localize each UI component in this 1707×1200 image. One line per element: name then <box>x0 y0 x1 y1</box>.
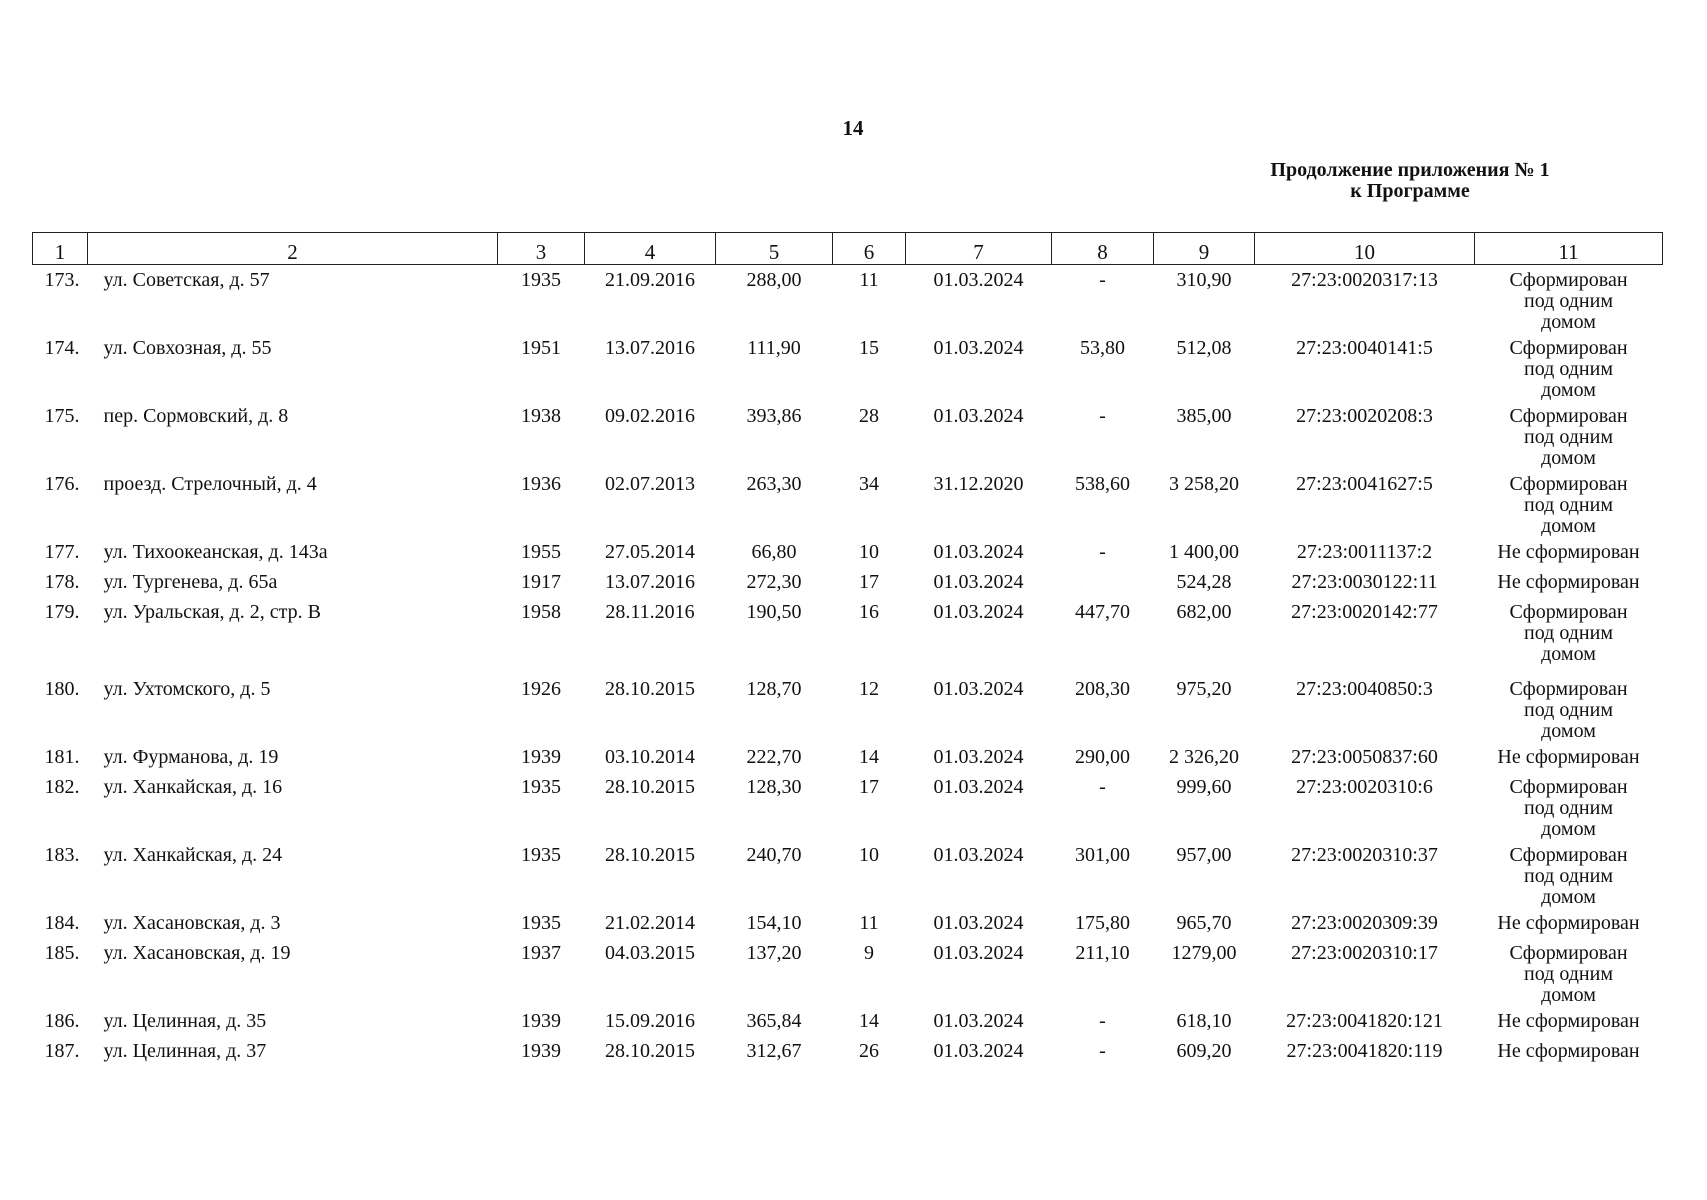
date-cell: 15.09.2016 <box>605 1010 695 1032</box>
date-col-7-cell: 01.03.2024 <box>933 1010 1024 1032</box>
land-status-cell: Сформирован под одним домом <box>1509 405 1628 469</box>
date-col-7-cell: 01.03.2024 <box>933 942 1024 964</box>
table-row <box>33 597 1663 674</box>
value-col-8-cell: 301,00 <box>1075 844 1130 866</box>
value-col-8-cell: - <box>1099 541 1106 563</box>
value-col-8-cell: 290,00 <box>1075 746 1130 768</box>
land-status-cell: Не сформирован <box>1497 1040 1640 1062</box>
value-col-6-cell: 17 <box>859 571 879 593</box>
address-cell: ул. Ухтомского, д. 5 <box>103 678 271 700</box>
cadastral-number-cell: 27:23:0030122:11 <box>1291 571 1438 593</box>
address-cell: ул. Целинная, д. 37 <box>103 1040 267 1062</box>
value-col-8-cell: 208,30 <box>1075 678 1130 700</box>
year-built-cell: 1939 <box>521 746 561 768</box>
row-number-cell: 179. <box>44 601 80 623</box>
appendix-line-2: к Программе <box>1350 180 1470 202</box>
year-built-cell: 1937 <box>521 942 561 964</box>
value-col-6-cell: 11 <box>859 912 879 934</box>
column-header-4: 4 <box>585 233 716 265</box>
year-built-cell: 1938 <box>521 405 561 427</box>
date-col-7-cell: 01.03.2024 <box>933 571 1024 593</box>
row-number-cell: 186. <box>44 1010 80 1032</box>
date-col-7-cell: 01.03.2024 <box>933 601 1024 623</box>
year-built-cell: 1958 <box>521 601 561 623</box>
value-col-6-cell: 12 <box>859 678 879 700</box>
address-cell: ул. Тихоокеанская, д. 143а <box>103 541 328 563</box>
address-cell: ул. Тургенева, д. 65а <box>103 571 278 593</box>
year-built-cell: 1926 <box>521 678 561 700</box>
column-header-7: 7 <box>906 233 1052 265</box>
value-col-5-cell: 312,67 <box>746 1040 802 1062</box>
address-cell: ул. Фурманова, д. 19 <box>103 746 279 768</box>
value-col-9-cell: 1 400,00 <box>1169 541 1239 563</box>
land-status-cell: Сформирован под одним домом <box>1509 942 1628 1006</box>
value-col-9-cell: 524,28 <box>1176 571 1232 593</box>
column-header-10: 10 <box>1255 233 1475 265</box>
value-col-9-cell: 2 326,20 <box>1169 746 1239 768</box>
value-col-8-cell: 175,80 <box>1075 912 1130 934</box>
column-header-1: 1 <box>33 233 88 265</box>
row-number-cell: 173. <box>44 269 80 291</box>
date-cell: 28.10.2015 <box>605 844 695 866</box>
land-status-cell: Не сформирован <box>1497 541 1640 563</box>
land-status-cell: Сформирован под одним домом <box>1509 269 1628 333</box>
land-status-cell: Сформирован под одним домом <box>1509 844 1628 908</box>
land-status-cell: Не сформирован <box>1497 571 1640 593</box>
value-col-5-cell: 190,50 <box>746 601 802 623</box>
date-col-7-cell: 01.03.2024 <box>933 844 1024 866</box>
value-col-8-cell: 447,70 <box>1075 601 1130 623</box>
value-col-9-cell: 682,00 <box>1176 601 1232 623</box>
land-status-cell: Сформирован под одним домом <box>1509 337 1628 401</box>
value-col-5-cell: 128,70 <box>746 678 802 700</box>
header-row <box>33 233 1663 265</box>
value-col-9-cell: 957,00 <box>1176 844 1232 866</box>
year-built-cell: 1955 <box>521 541 561 563</box>
year-built-cell: 1936 <box>521 473 561 495</box>
value-col-8-cell: - <box>1099 776 1106 798</box>
row-number-cell: 183. <box>44 844 80 866</box>
table-body <box>33 265 1663 1067</box>
date-cell: 21.09.2016 <box>605 269 695 291</box>
value-col-5-cell: 240,70 <box>746 844 802 866</box>
value-col-8-cell: - <box>1099 405 1106 427</box>
value-col-9-cell: 609,20 <box>1176 1040 1232 1062</box>
value-col-9-cell: 999,60 <box>1176 776 1232 798</box>
date-cell: 13.07.2016 <box>605 571 695 593</box>
year-built-cell: 1935 <box>521 269 561 291</box>
column-header-9: 9 <box>1154 233 1255 265</box>
date-col-7-cell: 01.03.2024 <box>933 405 1024 427</box>
value-col-9-cell: 3 258,20 <box>1169 473 1239 495</box>
row-number-cell: 185. <box>44 942 80 964</box>
appendix-caption <box>1240 160 1580 202</box>
value-col-5-cell: 66,80 <box>751 541 797 563</box>
value-col-8-cell: 538,60 <box>1075 473 1130 495</box>
value-col-6-cell: 15 <box>859 337 879 359</box>
value-col-5-cell: 288,00 <box>746 269 802 291</box>
value-col-5-cell: 263,30 <box>746 473 802 495</box>
column-header-3: 3 <box>498 233 585 265</box>
row-number-cell: 182. <box>44 776 80 798</box>
row-number-cell: 181. <box>44 746 80 768</box>
row-number-cell: 187. <box>44 1040 80 1062</box>
date-col-7-cell: 01.03.2024 <box>933 269 1024 291</box>
value-col-8-cell <box>1052 567 1154 597</box>
address-cell: ул. Ханкайская, д. 24 <box>103 844 283 866</box>
table-row <box>33 265 1663 334</box>
value-col-6-cell: 28 <box>859 405 879 427</box>
date-cell: 04.03.2015 <box>605 942 695 964</box>
row-number-cell: 174. <box>44 337 80 359</box>
date-col-7-cell: 01.03.2024 <box>933 678 1024 700</box>
year-built-cell: 1935 <box>521 844 561 866</box>
address-cell: ул. Уральская, д. 2, стр. В <box>103 601 321 623</box>
year-built-cell: 1939 <box>521 1040 561 1062</box>
date-cell: 28.10.2015 <box>605 776 695 798</box>
year-built-cell: 1935 <box>521 776 561 798</box>
appendix-line-1: Продолжение приложения № 1 <box>1270 159 1550 181</box>
value-col-9-cell: 965,70 <box>1176 912 1232 934</box>
column-header-8: 8 <box>1052 233 1154 265</box>
table-row <box>33 840 1663 908</box>
land-status-cell: Сформирован под одним домом <box>1509 776 1628 840</box>
address-cell: ул. Хасановская, д. 3 <box>103 912 281 934</box>
cadastral-number-cell: 27:23:0020142:77 <box>1291 601 1438 623</box>
value-col-9-cell: 1279,00 <box>1171 942 1237 964</box>
date-col-7-cell: 01.03.2024 <box>933 912 1024 934</box>
land-status-cell: Не сформирован <box>1497 746 1640 768</box>
table-row <box>33 1036 1663 1066</box>
cadastral-number-cell: 27:23:0020310:6 <box>1296 776 1433 798</box>
cadastral-number-cell: 27:23:0050837:60 <box>1291 746 1438 768</box>
date-col-7-cell: 01.03.2024 <box>933 541 1024 563</box>
table-row <box>33 1006 1663 1036</box>
value-col-6-cell: 26 <box>859 1040 879 1062</box>
table-header <box>33 233 1663 265</box>
address-cell: ул. Ханкайская, д. 16 <box>103 776 283 798</box>
value-col-5-cell: 137,20 <box>746 942 802 964</box>
column-header-11: 11 <box>1475 233 1663 265</box>
land-status-cell: Сформирован под одним домом <box>1509 601 1628 665</box>
cadastral-number-cell: 27:23:0041820:119 <box>1286 1040 1443 1062</box>
date-cell: 28.10.2015 <box>605 1040 695 1062</box>
value-col-6-cell: 14 <box>859 746 879 768</box>
value-col-6-cell: 14 <box>859 1010 879 1032</box>
value-col-6-cell: 10 <box>859 844 879 866</box>
address-cell: ул. Советская, д. 57 <box>103 269 270 291</box>
cadastral-number-cell: 27:23:0020310:17 <box>1291 942 1438 964</box>
row-number-cell: 184. <box>44 912 80 934</box>
table-row <box>33 537 1663 567</box>
cadastral-number-cell: 27:23:0011137:2 <box>1296 541 1433 563</box>
year-built-cell: 1951 <box>521 337 561 359</box>
land-status-cell: Не сформирован <box>1497 1010 1640 1032</box>
row-number-cell: 180. <box>44 678 80 700</box>
date-col-7-cell: 31.12.2020 <box>933 473 1024 495</box>
value-col-9-cell: 512,08 <box>1176 337 1232 359</box>
value-col-5-cell: 393,86 <box>746 405 802 427</box>
date-cell: 27.05.2014 <box>605 541 695 563</box>
value-col-6-cell: 11 <box>859 269 879 291</box>
value-col-9-cell: 310,90 <box>1176 269 1232 291</box>
date-cell: 21.02.2014 <box>605 912 695 934</box>
address-cell: ул. Хасановская, д. 19 <box>103 942 291 964</box>
value-col-8-cell: - <box>1099 269 1106 291</box>
date-cell: 02.07.2013 <box>605 473 695 495</box>
cadastral-number-cell: 27:23:0040141:5 <box>1296 337 1433 359</box>
value-col-5-cell: 111,90 <box>747 337 801 359</box>
address-cell: пер. Сормовский, д. 8 <box>103 405 289 427</box>
column-header-6: 6 <box>833 233 906 265</box>
cadastral-number-cell: 27:23:0020309:39 <box>1291 912 1438 934</box>
date-cell: 13.07.2016 <box>605 337 695 359</box>
row-number-cell: 176. <box>44 473 80 495</box>
table-row <box>33 333 1663 401</box>
value-col-8-cell: 53,80 <box>1080 337 1125 359</box>
cadastral-number-cell: 27:23:0040850:3 <box>1296 678 1433 700</box>
housing-register-table <box>32 232 1663 1066</box>
table-row <box>33 908 1663 938</box>
date-cell: 03.10.2014 <box>605 746 695 768</box>
value-col-9-cell: 618,10 <box>1176 1010 1232 1032</box>
value-col-9-cell: 385,00 <box>1176 405 1232 427</box>
column-header-5: 5 <box>716 233 833 265</box>
value-col-9-cell: 975,20 <box>1176 678 1232 700</box>
value-col-6-cell: 10 <box>859 541 879 563</box>
address-cell: проезд. Стрелочный, д. 4 <box>103 473 317 495</box>
cadastral-number-cell: 27:23:0020317:13 <box>1291 269 1438 291</box>
year-built-cell: 1935 <box>521 912 561 934</box>
value-col-6-cell: 9 <box>864 942 874 964</box>
value-col-5-cell: 222,70 <box>746 746 802 768</box>
value-col-8-cell: - <box>1099 1010 1106 1032</box>
table-row <box>33 469 1663 537</box>
date-col-7-cell: 01.03.2024 <box>933 337 1024 359</box>
value-col-6-cell: 34 <box>859 473 879 495</box>
value-col-8-cell: 211,10 <box>1075 942 1130 964</box>
land-status-cell: Не сформирован <box>1497 912 1640 934</box>
table-row <box>33 567 1663 597</box>
table-row <box>33 772 1663 840</box>
address-cell: ул. Целинная, д. 35 <box>103 1010 267 1032</box>
row-number-cell: 178. <box>44 571 80 593</box>
table-row <box>33 938 1663 1006</box>
column-header-2: 2 <box>88 233 498 265</box>
land-status-cell: Сформирован под одним домом <box>1509 678 1628 742</box>
table-row <box>33 401 1663 469</box>
table-row <box>33 742 1663 772</box>
date-col-7-cell: 01.03.2024 <box>933 746 1024 768</box>
year-built-cell: 1939 <box>521 1010 561 1032</box>
date-col-7-cell: 01.03.2024 <box>933 776 1024 798</box>
value-col-6-cell: 16 <box>859 601 879 623</box>
page-number: 14 <box>842 116 864 140</box>
date-cell: 28.11.2016 <box>605 601 695 623</box>
year-built-cell: 1917 <box>521 571 561 593</box>
value-col-8-cell: - <box>1099 1040 1106 1062</box>
row-number-cell: 177. <box>44 541 80 563</box>
value-col-5-cell: 128,30 <box>746 776 802 798</box>
value-col-5-cell: 154,10 <box>746 912 802 934</box>
cadastral-number-cell: 27:23:0041627:5 <box>1296 473 1433 495</box>
cadastral-number-cell: 27:23:0020208:3 <box>1296 405 1433 427</box>
date-col-7-cell: 01.03.2024 <box>933 1040 1024 1062</box>
date-cell: 28.10.2015 <box>605 678 695 700</box>
value-col-6-cell: 17 <box>859 776 879 798</box>
table-row <box>33 674 1663 742</box>
cadastral-number-cell: 27:23:0041820:121 <box>1286 1010 1443 1032</box>
date-cell: 09.02.2016 <box>605 405 695 427</box>
value-col-5-cell: 272,30 <box>746 571 802 593</box>
address-cell: ул. Совхозная, д. 55 <box>103 337 272 359</box>
cadastral-number-cell: 27:23:0020310:37 <box>1291 844 1438 866</box>
row-number-cell: 175. <box>44 405 80 427</box>
land-status-cell: Сформирован под одним домом <box>1509 473 1628 537</box>
value-col-5-cell: 365,84 <box>746 1010 802 1032</box>
